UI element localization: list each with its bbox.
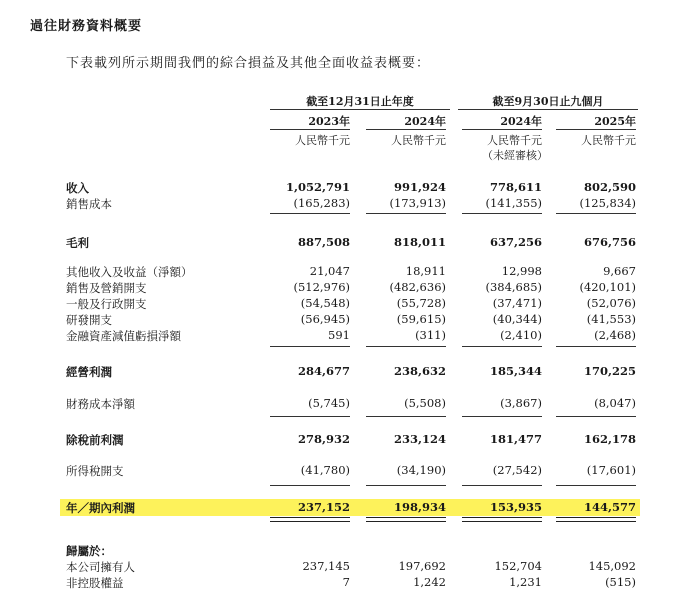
row-value: (515) <box>605 575 636 589</box>
row-value: 170,225 <box>583 364 636 378</box>
year-rule-1 <box>270 129 350 130</box>
row-value: (125,834) <box>579 196 636 210</box>
row-value: (311) <box>415 328 446 342</box>
row-value: (165,283) <box>293 196 350 210</box>
year-header-2: 2024年 <box>404 115 446 128</box>
row-value: 7 <box>342 575 350 589</box>
row-value: 237,152 <box>297 500 350 514</box>
unit-label-4: 人民幣千元 <box>581 134 636 147</box>
row-value: (482,636) <box>389 280 446 294</box>
row-label: 其他收入及收益（淨額） <box>66 265 193 279</box>
year-rule-4 <box>556 129 636 130</box>
group-header-year-rule <box>270 109 450 110</box>
row-label: 研發開支 <box>66 313 112 327</box>
row-value: 238,632 <box>393 364 446 378</box>
unit-label-3: 人民幣千元 <box>487 134 542 147</box>
row-value: 818,011 <box>393 235 446 249</box>
group-header-year: 截至12月31日止年度 <box>306 95 414 108</box>
row-value: 12,998 <box>501 264 542 278</box>
row-value: (59,615) <box>396 312 446 326</box>
row-value: (8,047) <box>594 396 636 410</box>
row-value: 676,756 <box>583 235 636 249</box>
unit-label-1: 人民幣千元 <box>295 134 350 147</box>
row-value: 1,052,791 <box>285 180 350 194</box>
row-label: 歸屬於： <box>66 544 112 558</box>
rule-gross-1 <box>270 213 350 214</box>
row-value: (56,945) <box>300 312 350 326</box>
row-label: 銷售及營銷開支 <box>66 281 147 295</box>
row-value: (512,976) <box>293 280 350 294</box>
rule-pbt-1 <box>270 416 350 417</box>
double-rule-4 <box>556 517 636 522</box>
rule-profit-3 <box>462 485 542 486</box>
row-label: 本公司擁有人 <box>66 560 135 574</box>
double-rule-2 <box>366 517 446 522</box>
row-label: 毛利 <box>66 236 89 250</box>
row-value: (3,867) <box>500 396 542 410</box>
year-rule-2 <box>366 129 446 130</box>
rule-gross-2 <box>366 213 446 214</box>
year-rule-3 <box>462 129 542 130</box>
row-label: 非控股權益 <box>66 576 124 590</box>
row-value: (17,601) <box>586 463 636 477</box>
row-value: (34,190) <box>396 463 446 477</box>
row-value: 144,577 <box>583 500 636 514</box>
row-value: 21,047 <box>309 264 350 278</box>
rule-pbt-2 <box>366 416 446 417</box>
row-value: 1,231 <box>509 575 542 589</box>
row-label: 一般及行政開支 <box>66 297 147 311</box>
row-value: (2,468) <box>594 328 636 342</box>
row-value: 887,508 <box>297 235 350 249</box>
row-value: (5,745) <box>308 396 350 410</box>
rule-profit-2 <box>366 485 446 486</box>
row-value: 233,124 <box>393 432 446 446</box>
intro-text: 下表載列所示期間我們的綜合損益及其他全面收益表概要： <box>66 56 431 71</box>
row-value: 991,924 <box>393 180 446 194</box>
year-header-4: 2025年 <box>594 115 636 128</box>
group-header-nine-months-rule <box>458 109 638 110</box>
rule-op-2 <box>366 346 446 347</box>
row-value: (5,508) <box>404 396 446 410</box>
unit-label-2: 人民幣千元 <box>391 134 446 147</box>
row-value: 802,590 <box>583 180 636 194</box>
row-label: 財務成本淨額 <box>66 397 135 411</box>
row-value: (40,344) <box>492 312 542 326</box>
row-value: (384,685) <box>485 280 542 294</box>
row-value: 181,477 <box>489 432 542 446</box>
row-value: 778,611 <box>489 180 542 194</box>
rule-pbt-3 <box>462 416 542 417</box>
row-value: 9,667 <box>603 264 636 278</box>
double-rule-1 <box>270 517 350 522</box>
row-value: 637,256 <box>489 235 542 249</box>
year-header-1: 2023年 <box>308 115 350 128</box>
row-value: (41,780) <box>300 463 350 477</box>
row-value: (173,913) <box>389 196 446 210</box>
rule-profit-4 <box>556 485 636 486</box>
row-label: 經營利潤 <box>66 365 112 379</box>
row-value: (54,548) <box>300 296 350 310</box>
row-value: 197,692 <box>398 559 446 573</box>
row-value: 145,092 <box>588 559 636 573</box>
rule-gross-3 <box>462 213 542 214</box>
rule-profit-1 <box>270 485 350 486</box>
rule-op-1 <box>270 346 350 347</box>
rule-pbt-4 <box>556 416 636 417</box>
section-title: 過往財務資料概要 <box>30 19 143 34</box>
row-value: (27,542) <box>492 463 542 477</box>
row-value: 18,911 <box>405 264 446 278</box>
row-value: 198,934 <box>393 500 446 514</box>
row-value: (141,355) <box>485 196 542 210</box>
row-value: (2,410) <box>500 328 542 342</box>
row-value: (41,553) <box>586 312 636 326</box>
row-value: (420,101) <box>579 280 636 294</box>
row-value: 237,145 <box>302 559 350 573</box>
row-value: 1,242 <box>413 575 446 589</box>
row-value: (37,471) <box>492 296 542 310</box>
row-value: 153,935 <box>489 500 542 514</box>
row-label: 年／期內利潤 <box>66 501 135 515</box>
row-value: (52,076) <box>586 296 636 310</box>
double-rule-3 <box>462 517 542 522</box>
year-header-3: 2024年 <box>500 115 542 128</box>
row-value: 284,677 <box>297 364 350 378</box>
rule-op-4 <box>556 346 636 347</box>
unaudited-note: （未經審核） <box>482 149 548 162</box>
row-value: 162,178 <box>583 432 636 446</box>
row-label: 銷售成本 <box>66 197 112 211</box>
row-value: 278,932 <box>297 432 350 446</box>
row-value: 152,704 <box>494 559 542 573</box>
row-label: 金融資產減值虧損淨額 <box>66 329 181 343</box>
row-label: 所得稅開支 <box>66 464 124 478</box>
row-value: (55,728) <box>396 296 446 310</box>
rule-op-3 <box>462 346 542 347</box>
row-label: 收入 <box>66 181 89 195</box>
row-label: 除稅前利潤 <box>66 433 124 447</box>
row-value: 591 <box>328 328 350 342</box>
rule-gross-4 <box>556 213 636 214</box>
group-header-nine-months: 截至9月30日止九個月 <box>492 95 604 108</box>
row-value: 185,344 <box>489 364 542 378</box>
